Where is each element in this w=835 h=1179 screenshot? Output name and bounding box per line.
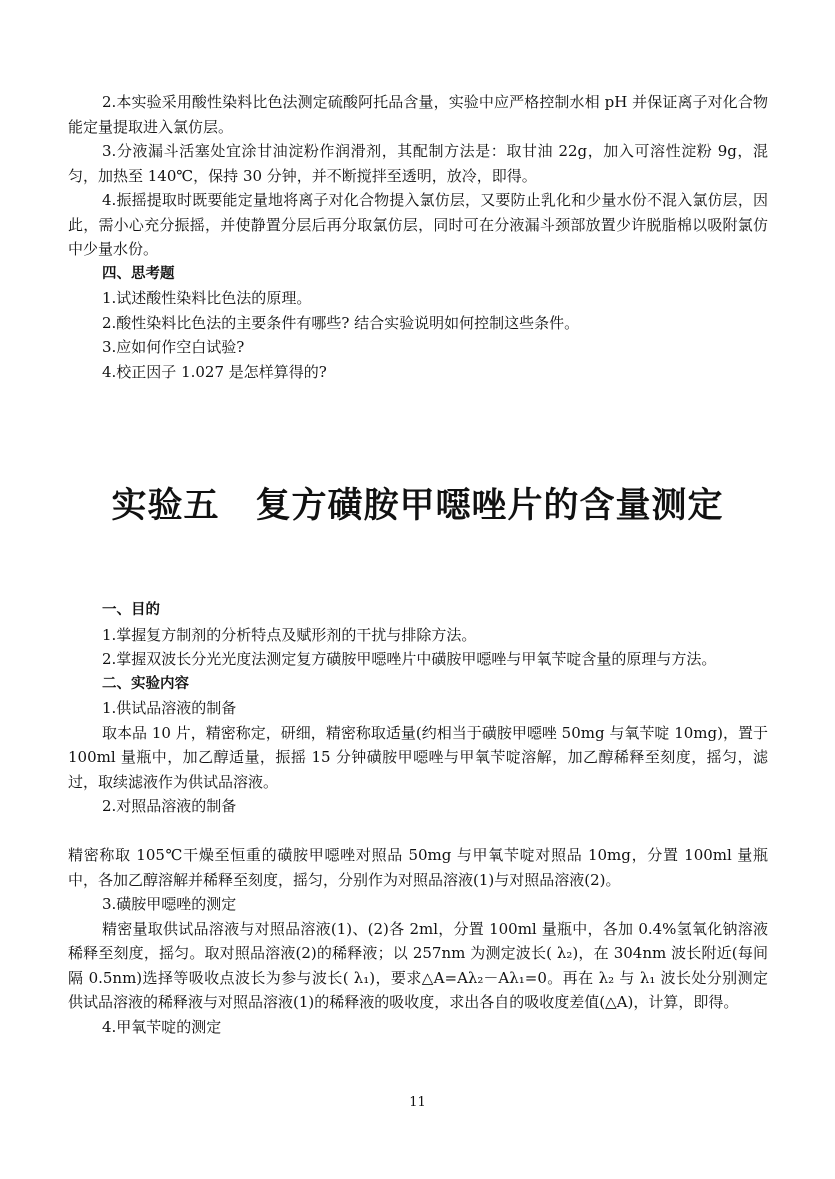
subsection-1-title: 1.供试品溶液的制备 (102, 699, 237, 717)
note-2: 2.本实验采用酸性染料比色法测定硫酸阿托品含量，实验中应严格控制水相 pH 并保证离子对化合物能定量提取进入氯仿层。 (68, 93, 768, 136)
previous-section-notes (68, 90, 768, 384)
objective-2: 2.掌握双波长分光光度法测定复方磺胺甲噁唑片中磺胺甲噁唑与甲氧苄啶含量的原理与方法。 (102, 650, 717, 668)
question-3: 3.应如何作空白试验? (102, 338, 245, 356)
section-objectives (68, 598, 768, 819)
note-4: 4.振摇提取时既要能定量地将离子对化合物提入氯仿层，又要防止乳化和少量水份不混入氯仿层，因此，需小心充分振摇，并使静置分层后再分取氯仿层，同时可在分液漏斗颈部放置少许脱脂棉以吸附氯仿中少量水份。 (68, 191, 768, 258)
subsection-2-body: 精密称取 105℃干燥至恒重的磺胺甲噁唑对照品 50mg 与甲氧苄啶对照品 10mg，分置 100ml 量瓶中，各加乙醇溶解并稀释至刻度，摇匀，分别作为对照品溶液(1)与对照品溶液(2)。 (68, 846, 768, 889)
experiment-title: 实验五 复方磺胺甲噁唑片的含量测定 (111, 486, 724, 526)
page-number: 11 (409, 1095, 426, 1110)
subsection-2-title: 2.对照品溶液的制备 (102, 797, 237, 815)
subsection-3-body: 精密量取供试品溶液与对照品溶液(1)、(2)各 2ml，分置 100ml 量瓶中，各加 0.4%氢氧化钠溶液稀释至刻度，摇匀。取对照品溶液(2)的稀释液；以 257nm 为测定波长( λ₂)，在 304nm 波长附近(每间隔 0.5nm)选择等吸收点波长为参与波长( λ₁)，要求△A=Aλ₂－Aλ₁=0。再在 λ₂ 与 λ₁ 波长处分别测定供试品溶液的稀释液与对照品溶液(1)的稀释液的吸收度，求出各自的吸收度差值(△A)，计算，即得。 (68, 919, 768, 1011)
objective-1: 1.掌握复方制剂的分析特点及赋形剂的干扰与排除方法。 (102, 625, 477, 644)
subsection-1-body: 取本品 10 片，精密称定，研细，精密称取适量(约相当于磺胺甲噁唑 50mg 与氧苄啶 10mg)，置于 100ml 量瓶中，加乙醇适量，振摇 15 分钟磺胺甲噁唑与甲氧苄啶溶解，加乙醇稀释至刻度，摇匀，滤过，取续滤液作为供试品溶液。 (68, 723, 768, 791)
subsection-4-title: 4.甲氧苄啶的测定 (102, 1017, 222, 1036)
note-3: 3.分液漏斗活塞处宜涂甘油淀粉作润滑剂，其配制方法是：取甘油 22g，加入可溶性淀粉 9g，混匀，加热至 140℃，保持 30 分钟，并不断搅拌至透明，放冷，即得。 (68, 142, 768, 185)
section-heading-questions: 四、思考题 (102, 265, 175, 282)
section-heading-content: 二、实验内容 (102, 675, 189, 692)
section-heading-objectives: 一、目的 (102, 602, 160, 618)
question-1: 1.试述酸性染料比色法的原理。 (102, 289, 312, 307)
question-2: 2.酸性染料比色法的主要条件有哪些? 结合实验说明如何控制这些条件。 (102, 313, 580, 332)
question-4: 4.校正因子 1.027 是怎样算得的? (102, 362, 327, 381)
subsection-3-title: 3.磺胺甲噁唑的测定 (102, 895, 237, 913)
section-content-continued (68, 843, 768, 1039)
